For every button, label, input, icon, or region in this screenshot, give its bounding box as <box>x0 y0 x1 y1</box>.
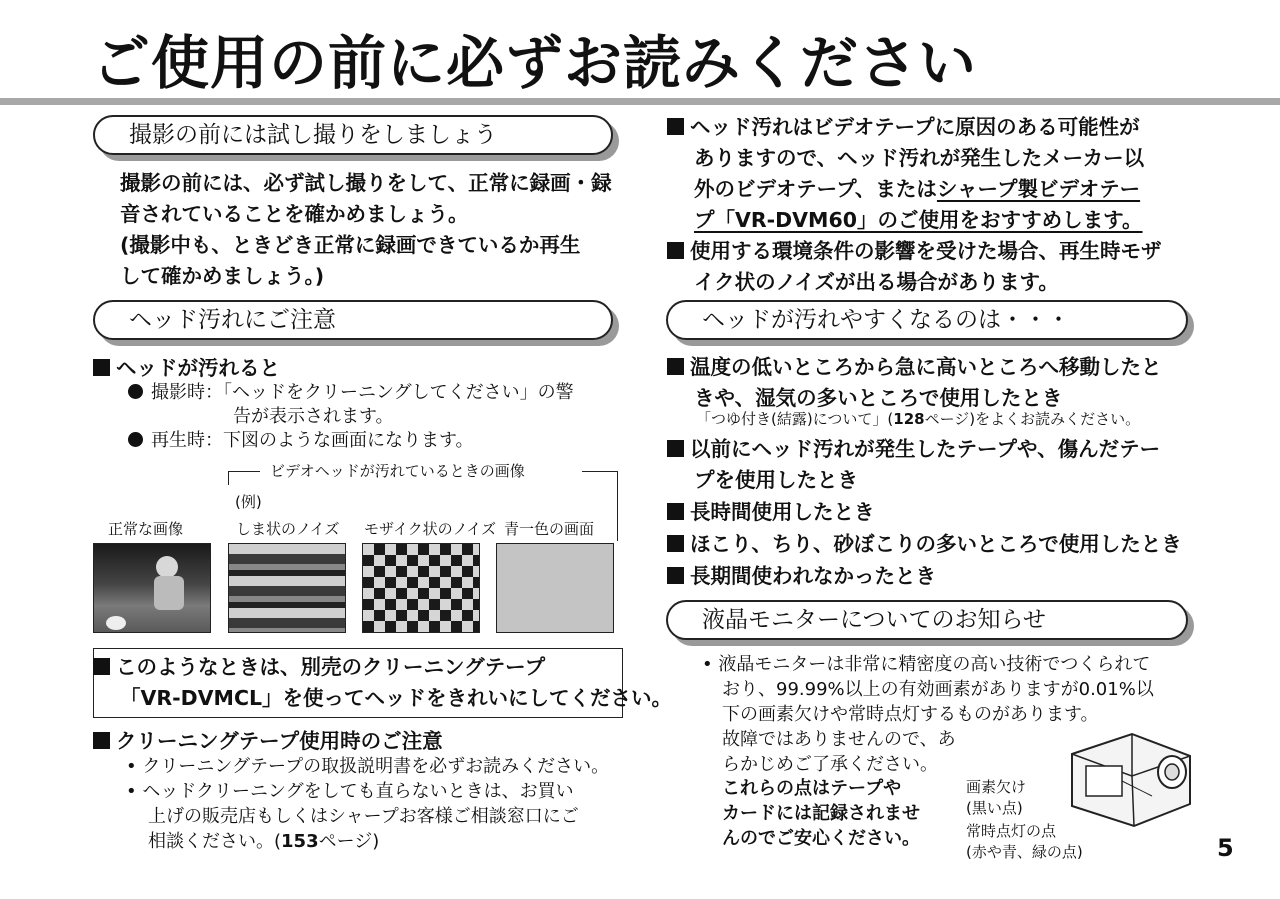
square-bullet-icon <box>667 535 684 552</box>
mosaic-noise-thumbnail <box>362 543 480 633</box>
recording-label: 撮影時： <box>151 382 223 403</box>
figure-example-label: (例) <box>235 493 262 511</box>
figure-bracket-right <box>617 471 618 541</box>
callout-black-dot: (黒い点) <box>966 799 1023 817</box>
cause-item-1 <box>667 352 1162 383</box>
title-divider <box>0 98 1280 105</box>
figure-caption-rule-right <box>582 471 618 472</box>
recording-note <box>128 381 574 405</box>
square-bullet-icon <box>93 732 110 749</box>
label-mosaic-noise: モザイク状のノイズ <box>364 520 497 538</box>
ref-prefix: 「つゆ付き(結露)について」( <box>696 410 894 428</box>
cause-item-2-line-2: プを使用したとき <box>694 468 858 492</box>
playback-text: 下図のような画面になります。 <box>223 430 474 451</box>
caution-heading-text: クリーニングテープ使用時のご注意 <box>116 729 443 753</box>
head-dirt-item <box>93 353 280 384</box>
test-shoot-line-3: (撮影中も、ときどき正常に録画できているか再生 <box>120 233 581 257</box>
right-item-2-line-2: イク状のノイズが出る場合があります。 <box>694 270 1059 294</box>
caution-bullet-1: • クリーニングテープの取扱説明書を必ずお読みください。 <box>126 756 610 777</box>
ref-suffix: ページ)をよくお読みください。 <box>924 410 1141 428</box>
right-item-1-text: ヘッド汚れはビデオテープに原因のある可能性が <box>690 115 1140 139</box>
dot-bullet-icon <box>128 384 143 399</box>
page-reference-153: 153 <box>281 831 319 852</box>
right-item-2-line-1 <box>667 236 1162 267</box>
right-item-1-line-3-text: 外のビデオテープ、または <box>694 177 937 201</box>
lcd-bold-line-3: んのでご安心ください。 <box>722 828 920 849</box>
blue-screen-thumbnail <box>496 543 614 633</box>
condensation-reference <box>696 409 1140 429</box>
caution-bullet-2-text: ヘッドクリーニングをしても直らないときは、お買い <box>142 781 574 802</box>
figure-bracket-left <box>228 471 229 485</box>
cause-item-5-text: 長期間使われなかったとき <box>690 564 936 588</box>
cause-item-2-text: 以前にヘッド汚れが発生したテープや、傷んだテー <box>690 437 1161 461</box>
section-heading-dirt-causes: ヘッドが汚れやすくなるのは・・・ <box>666 300 1188 340</box>
square-bullet-icon <box>667 358 684 375</box>
page-number: 5 <box>1217 834 1234 862</box>
label-normal-image: 正常な画像 <box>108 520 184 538</box>
lcd-line-3: 下の画素欠けや常時点灯するものがあります。 <box>722 704 1099 725</box>
notice-line-2: 「VR-DVMCL」を使ってヘッドをきれいにしてください。 <box>120 686 673 710</box>
figure-caption: ビデオヘッドが汚れているときの画像 <box>270 462 525 480</box>
child-head-shape <box>156 556 178 578</box>
section-heading-test-shoot: 撮影の前には試し撮りをしましょう <box>93 115 613 155</box>
label-stripe-noise: しま状のノイズ <box>236 520 340 538</box>
lcd-line-1: • 液晶モニターは非常に精密度の高い技術でつくられて <box>702 654 1151 675</box>
cause-item-3 <box>667 497 875 528</box>
section-heading-lcd-monitor: 液晶モニターについてのお知らせ <box>666 600 1188 640</box>
page-ref-suffix: ページ) <box>318 831 380 852</box>
section-heading-head-dirt: ヘッド汚れにご注意 <box>93 300 613 340</box>
right-item-2-text: 使用する環境条件の影響を受けた場合、再生時モザ <box>690 239 1162 263</box>
caution-heading <box>93 726 443 757</box>
test-shoot-line-4: して確かめましょう。) <box>120 264 325 288</box>
test-shoot-line-2: 音されていることを確かめましょう。 <box>120 202 469 226</box>
callout-pixel-missing: 画素欠け <box>966 778 1027 796</box>
square-bullet-icon <box>93 359 110 376</box>
notice-line-1 <box>93 652 545 683</box>
head-dirt-item-text: ヘッドが汚れると <box>116 356 280 380</box>
lcd-bold-line-1: これらの点はテープや <box>722 778 902 799</box>
caution-bullet-2-line-3-text: 相談ください。( <box>148 831 282 852</box>
square-bullet-icon <box>93 658 110 675</box>
right-item-1-line-2: ありますので、ヘッド汚れが発生したメーカー以 <box>694 146 1145 170</box>
cause-item-4 <box>667 529 1182 560</box>
cause-item-1-text: 温度の低いところから急に高いところへ移動したと <box>690 355 1162 379</box>
dot-bullet-icon <box>128 432 143 447</box>
square-bullet-icon <box>667 440 684 457</box>
recommended-tape-text-a: シャープ製ビデオテー <box>936 177 1141 201</box>
notice-line-1-text: このようなときは、別売のクリーニングテープ <box>116 655 546 679</box>
page-reference-128: 128 <box>893 410 925 428</box>
normal-image-thumbnail <box>93 543 211 633</box>
recommended-tape-text-b: プ「VR-DVM60」のご使用をおすすめします。 <box>694 208 1143 232</box>
caution-bullet-2-line-3 <box>148 830 379 854</box>
playback-label: 再生時： <box>151 430 223 451</box>
stripe-noise-thumbnail <box>228 543 346 633</box>
recording-text: 「ヘッドをクリーニングしてください」の警 <box>223 382 574 403</box>
square-bullet-icon <box>667 242 684 259</box>
label-blue-screen: 青一色の画面 <box>504 520 595 538</box>
right-item-1-line-3 <box>694 174 1140 205</box>
caution-bullet-2: • ヘッドクリーニングをしても直らないときは、お買い <box>126 781 574 802</box>
square-bullet-icon <box>667 118 684 135</box>
lcd-bold-line-2: カードには記録されませ <box>722 803 920 824</box>
page-title: ご使用の前に必ずお読みください <box>92 29 978 97</box>
cause-item-2 <box>667 434 1160 465</box>
square-bullet-icon <box>667 567 684 584</box>
right-item-1-line-1 <box>667 112 1140 143</box>
test-shoot-line-1: 撮影の前には、必ず試し撮りをして、正常に録画・録 <box>120 171 612 195</box>
playback-note <box>128 429 474 453</box>
callout-always-lit: 常時点灯の点 <box>966 822 1057 840</box>
figure-caption-rule-left <box>228 471 260 472</box>
cause-item-4-text: ほこり、ちり、砂ぼこりの多いところで使用したとき <box>690 532 1182 556</box>
lcd-line-5: らかじめご了承ください。 <box>722 754 938 775</box>
camcorder-icon <box>1062 726 1202 836</box>
ball-shape <box>106 616 126 630</box>
cause-item-1-line-2: きや、湿気の多いところで使用したとき <box>694 386 1063 410</box>
caution-bullet-2-line-2: 上げの販売店もしくはシャープお客様ご相談窓口にご <box>148 806 579 827</box>
caution-bullet-1-text: クリーニングテープの取扱説明書を必ずお読みください。 <box>142 756 610 777</box>
cause-item-3-text: 長時間使用したとき <box>690 500 875 524</box>
recording-text-2: 告が表示されます。 <box>233 406 394 427</box>
cause-item-5 <box>667 561 936 592</box>
lcd-line-1-text: 液晶モニターは非常に精密度の高い技術でつくられて <box>718 654 1151 675</box>
square-bullet-icon <box>667 503 684 520</box>
lcd-line-2: おり、99.99%以上の有効画素がありますが0.01%以 <box>722 679 1154 700</box>
callout-colored-dot: (赤や青、緑の点) <box>966 843 1083 861</box>
child-body-shape <box>154 576 184 610</box>
lcd-line-4: 故障ではありませんので、あ <box>722 729 956 750</box>
